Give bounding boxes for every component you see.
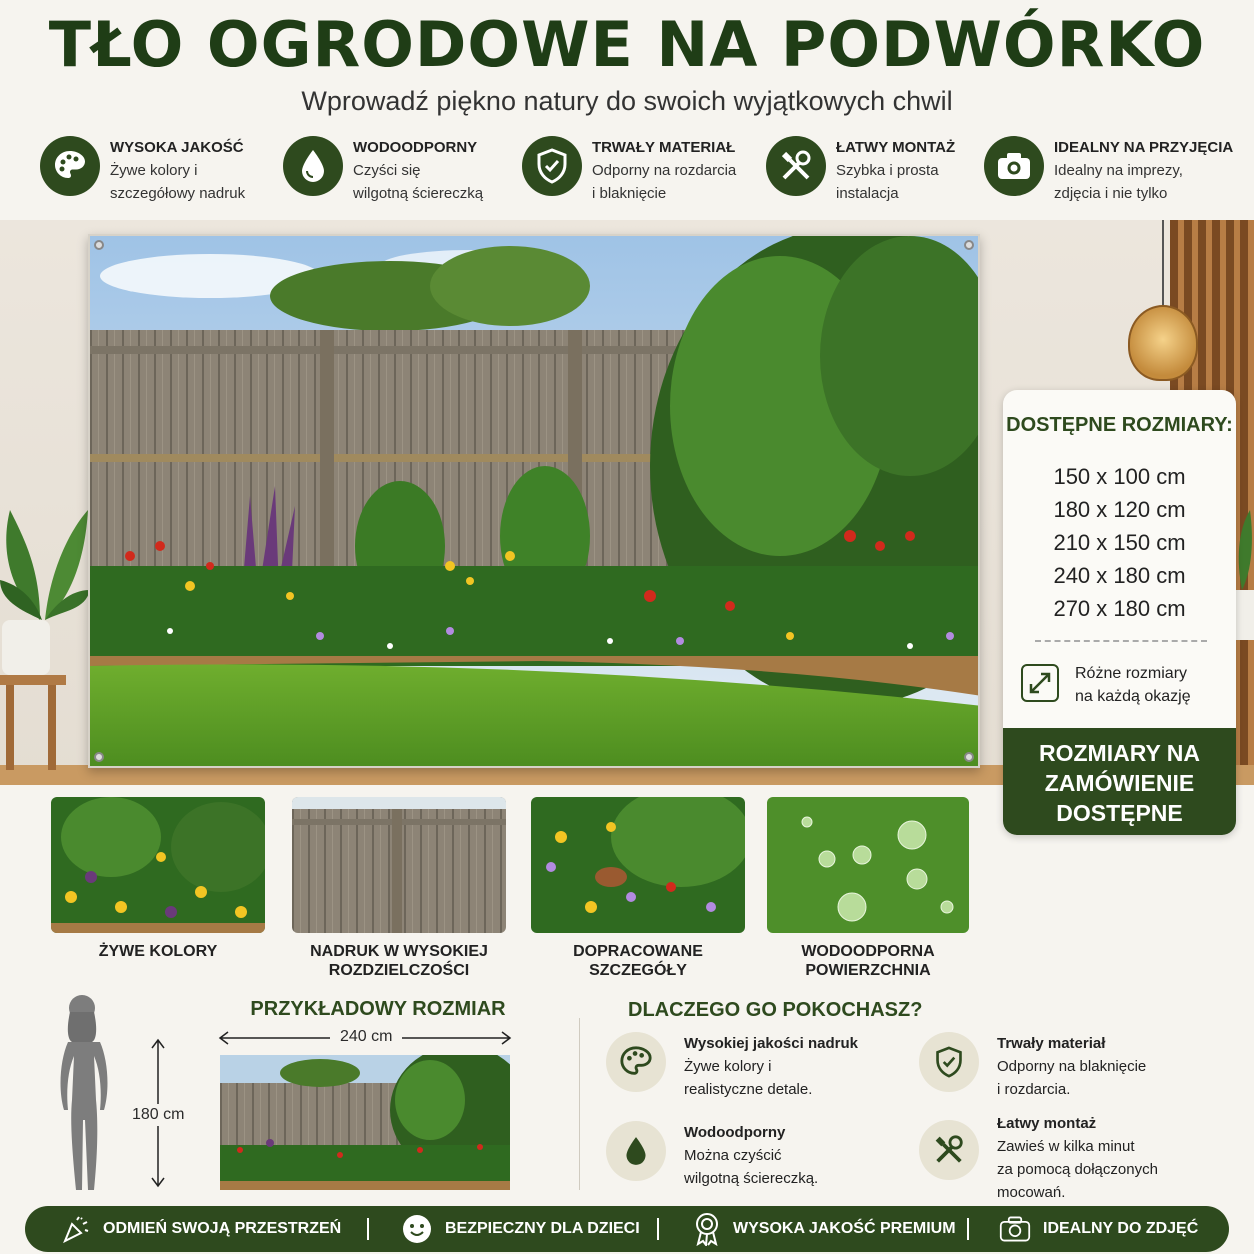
feature-line: instalacja — [836, 185, 899, 202]
benefit-label: WYSOKA JAKOŚĆ PREMIUM — [733, 1220, 956, 1237]
size-option: 150 x 100 cm — [1053, 464, 1186, 489]
benefit-item — [999, 1206, 1198, 1252]
grommet — [94, 240, 104, 250]
thumbnail-caption — [757, 942, 979, 980]
custom-line: ZAMÓWIENIE — [1044, 770, 1195, 796]
example-heading: PRZYKŁADOWY ROZMIAR — [250, 998, 506, 1020]
grommet — [964, 240, 974, 250]
pendant-lamp — [1128, 305, 1198, 381]
feature-title: IDEALNY NA PRZYJĘCIA — [1054, 139, 1234, 156]
water-drop-icon — [606, 1121, 666, 1181]
smiley-face-icon — [401, 1213, 433, 1245]
feature-line: Żywe kolory i — [110, 162, 198, 179]
page-subtitle: Wprowadź piękno natury do swoich wyjątkowych chwil — [301, 86, 953, 116]
feature-line: Odporny na rozdarcia — [592, 162, 737, 179]
caption-line: SZCZEGÓŁY — [589, 962, 687, 979]
width-label: 240 cm — [330, 1027, 402, 1047]
feature-quality — [40, 136, 245, 205]
feature-line: wilgotną ściereczką — [353, 185, 484, 202]
example-size-preview — [220, 1055, 510, 1190]
caption-line: WODOODPORNA — [801, 943, 935, 960]
why-item — [606, 1032, 858, 1101]
height-label: 180 cm — [128, 1104, 188, 1126]
why-line: Odporny na blaknięcie — [997, 1058, 1147, 1075]
bottom-benefits-bar — [25, 1206, 1229, 1252]
party-popper-icon — [61, 1214, 91, 1244]
benefit-item — [693, 1206, 956, 1252]
why-item — [919, 1112, 1158, 1204]
feature-waterproof — [283, 136, 483, 205]
thumbnail-caption — [531, 942, 745, 980]
flowers-closeup-image — [51, 797, 265, 933]
why-title: Trwały materiał — [997, 1035, 1106, 1052]
custom-line: ROZMIARY NA — [1039, 740, 1200, 766]
why-title: Wodoodporny — [684, 1124, 786, 1141]
feature-line: Szybka i prosta — [836, 162, 939, 179]
feature-title: WYSOKA JAKOŚĆ — [110, 139, 244, 156]
feature-line: szczegółowy nadruk — [110, 185, 246, 202]
award-ribbon-icon — [693, 1212, 721, 1246]
thumbnail-waterproof — [767, 797, 969, 933]
woman-silhouette-icon — [52, 990, 116, 1195]
why-line: wilgotną ściereczką. — [684, 1170, 819, 1187]
benefit-label: IDEALNY DO ZDJĘĆ — [1043, 1220, 1199, 1237]
garden-preview-image — [220, 1055, 510, 1190]
benefit-label: ODMIEŃ SWOJĄ PRZESTRZEŃ — [103, 1220, 342, 1237]
separator — [967, 1218, 969, 1240]
grommet — [964, 752, 974, 762]
caption-line: ŻYWE KOLORY — [98, 943, 218, 960]
garden-scene — [90, 236, 980, 768]
divider — [1035, 640, 1207, 642]
feature-line: i blaknięcie — [592, 185, 667, 202]
why-line: i rozdarcia. — [997, 1081, 1071, 1098]
why-line: Żywe kolory i — [684, 1058, 772, 1075]
size-option: 180 x 120 cm — [1053, 497, 1186, 522]
lamp-cord — [1162, 220, 1164, 310]
why-heading: DLACZEGO GO POKOCHASZ? — [628, 999, 923, 1021]
size-option: 240 x 180 cm — [1053, 563, 1186, 588]
feature-title: ŁATWY MONTAŻ — [836, 139, 956, 156]
resize-arrows-icon — [1021, 664, 1059, 702]
camera-icon — [984, 136, 1044, 196]
feature-line: Idealny na imprezy, — [1054, 162, 1183, 179]
sizes-list — [1003, 460, 1236, 625]
water-droplets-image — [767, 797, 969, 933]
caption-line: DOPRACOWANE — [573, 943, 703, 960]
thumbnail-colors — [51, 797, 265, 933]
thumbnail-details — [531, 797, 745, 933]
caption-line: POWIERZCHNIA — [805, 962, 931, 979]
sizes-heading: DOSTĘPNE ROZMIARY: — [1006, 414, 1233, 436]
separator — [367, 1218, 369, 1240]
page-title: TŁO OGRODOWE NA PODWÓRKO — [48, 8, 1206, 81]
sizes-card — [1003, 390, 1236, 835]
shield-check-icon — [522, 136, 582, 196]
camera-icon — [999, 1215, 1031, 1243]
tools-icon — [919, 1120, 979, 1180]
why-item — [919, 1032, 1146, 1101]
thumbnail-caption — [51, 942, 265, 961]
caption-line: NADRUK W WYSOKIEJ — [310, 943, 488, 960]
why-title: Łatwy montaż — [997, 1115, 1097, 1132]
palette-icon — [606, 1032, 666, 1092]
why-line: mocowań. — [997, 1184, 1066, 1201]
feature-easy-mount — [766, 136, 955, 205]
benefit-item — [61, 1206, 341, 1252]
feature-durable — [522, 136, 736, 205]
why-line: realistyczne detale. — [684, 1081, 813, 1098]
palette-icon — [40, 136, 100, 196]
section-divider — [579, 1018, 580, 1190]
grommet — [94, 752, 104, 762]
tools-icon — [766, 136, 826, 196]
why-line: Zawieś w kilka minut — [997, 1138, 1135, 1155]
separator — [657, 1218, 659, 1240]
feature-line: zdjęcia i nie tylko — [1054, 185, 1168, 202]
custom-sizes-banner — [1003, 728, 1236, 835]
benefit-item — [401, 1206, 640, 1252]
feature-line: Czyści się — [353, 162, 421, 179]
benefit-label: BEZPIECZNY DLA DZIECI — [445, 1220, 640, 1237]
custom-line: DOSTĘPNE — [1056, 800, 1183, 826]
garden-backdrop-banner — [88, 234, 980, 768]
feature-party — [984, 136, 1233, 205]
caption-line: ROZDZIELCZOŚCI — [328, 962, 470, 979]
feature-title: WODOODPORNY — [353, 139, 478, 156]
why-line: Można czyścić — [684, 1147, 782, 1164]
why-item — [606, 1121, 818, 1190]
shield-check-icon — [919, 1032, 979, 1092]
detail-closeup-image — [531, 797, 745, 933]
fence-closeup-image — [292, 797, 506, 933]
size-option: 210 x 150 cm — [1053, 530, 1186, 555]
size-option: 270 x 180 cm — [1053, 596, 1186, 621]
feature-title: TRWAŁY MATERIAŁ — [592, 139, 736, 156]
why-title: Wysokiej jakości nadruk — [684, 1035, 858, 1052]
thumbnail-resolution — [292, 797, 506, 933]
variety-line: na każdą okazję — [1075, 688, 1191, 705]
potted-plant — [0, 470, 90, 770]
why-line: za pomocą dołączonych — [997, 1161, 1158, 1178]
variety-line: Różne rozmiary — [1075, 665, 1188, 682]
thumbnail-caption — [272, 942, 526, 980]
water-drop-icon — [283, 136, 343, 196]
